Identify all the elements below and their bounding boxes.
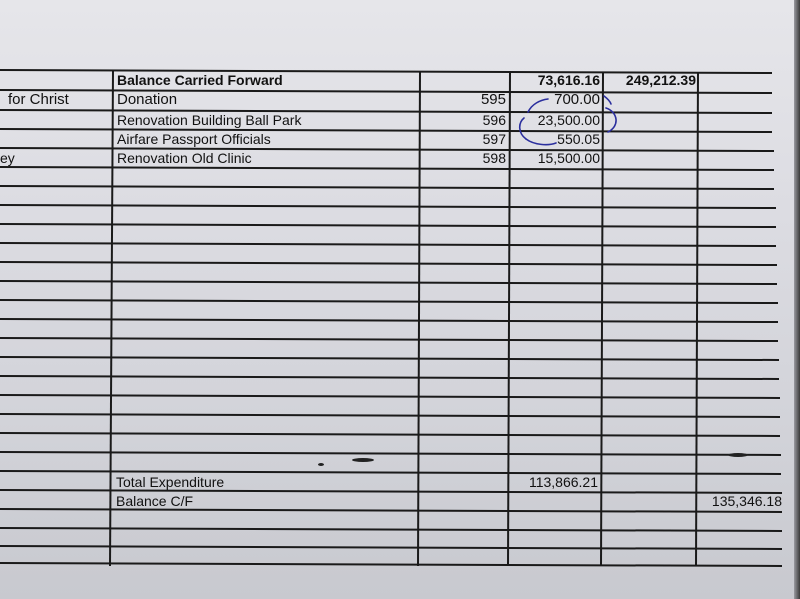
page-edge-shadow	[794, 0, 800, 599]
entry-ref: 597	[482, 131, 506, 147]
entry-description: Donation	[117, 91, 178, 108]
entry-amount: 700.00	[554, 91, 600, 108]
entry-ref: 596	[482, 112, 506, 128]
entry-ref: 595	[480, 91, 506, 108]
entry-amount: 550.05	[557, 131, 600, 147]
total-expenditure-label: Total Expenditure	[116, 474, 225, 490]
entry-amount: 15,500.00	[537, 150, 600, 166]
ink-smudge	[728, 453, 748, 457]
balance-cf-label: Balance C/F	[116, 493, 194, 509]
entry-amount: 23,500.00	[537, 112, 600, 128]
total-expenditure-amount: 113,866.21	[528, 474, 598, 490]
entry-ref: 598	[482, 150, 506, 166]
entry-left-fragment: ey	[0, 150, 15, 166]
balance-carried-forward-amount: 73,616.16	[537, 72, 600, 88]
balance-carried-forward-label: Balance Carried Forward	[117, 72, 283, 88]
ink-smudge	[318, 463, 324, 466]
entry-left-fragment: for Christ	[8, 91, 69, 108]
ink-smudge	[352, 458, 374, 462]
entry-description: Airfare Passport Officials	[117, 131, 271, 147]
entry-description: Renovation Old Clinic	[117, 150, 252, 166]
entry-description: Renovation Building Ball Park	[117, 112, 302, 128]
running-total-amount: 249,212.39	[625, 72, 696, 88]
balance-cf-amount: 135,346.18	[711, 493, 782, 509]
